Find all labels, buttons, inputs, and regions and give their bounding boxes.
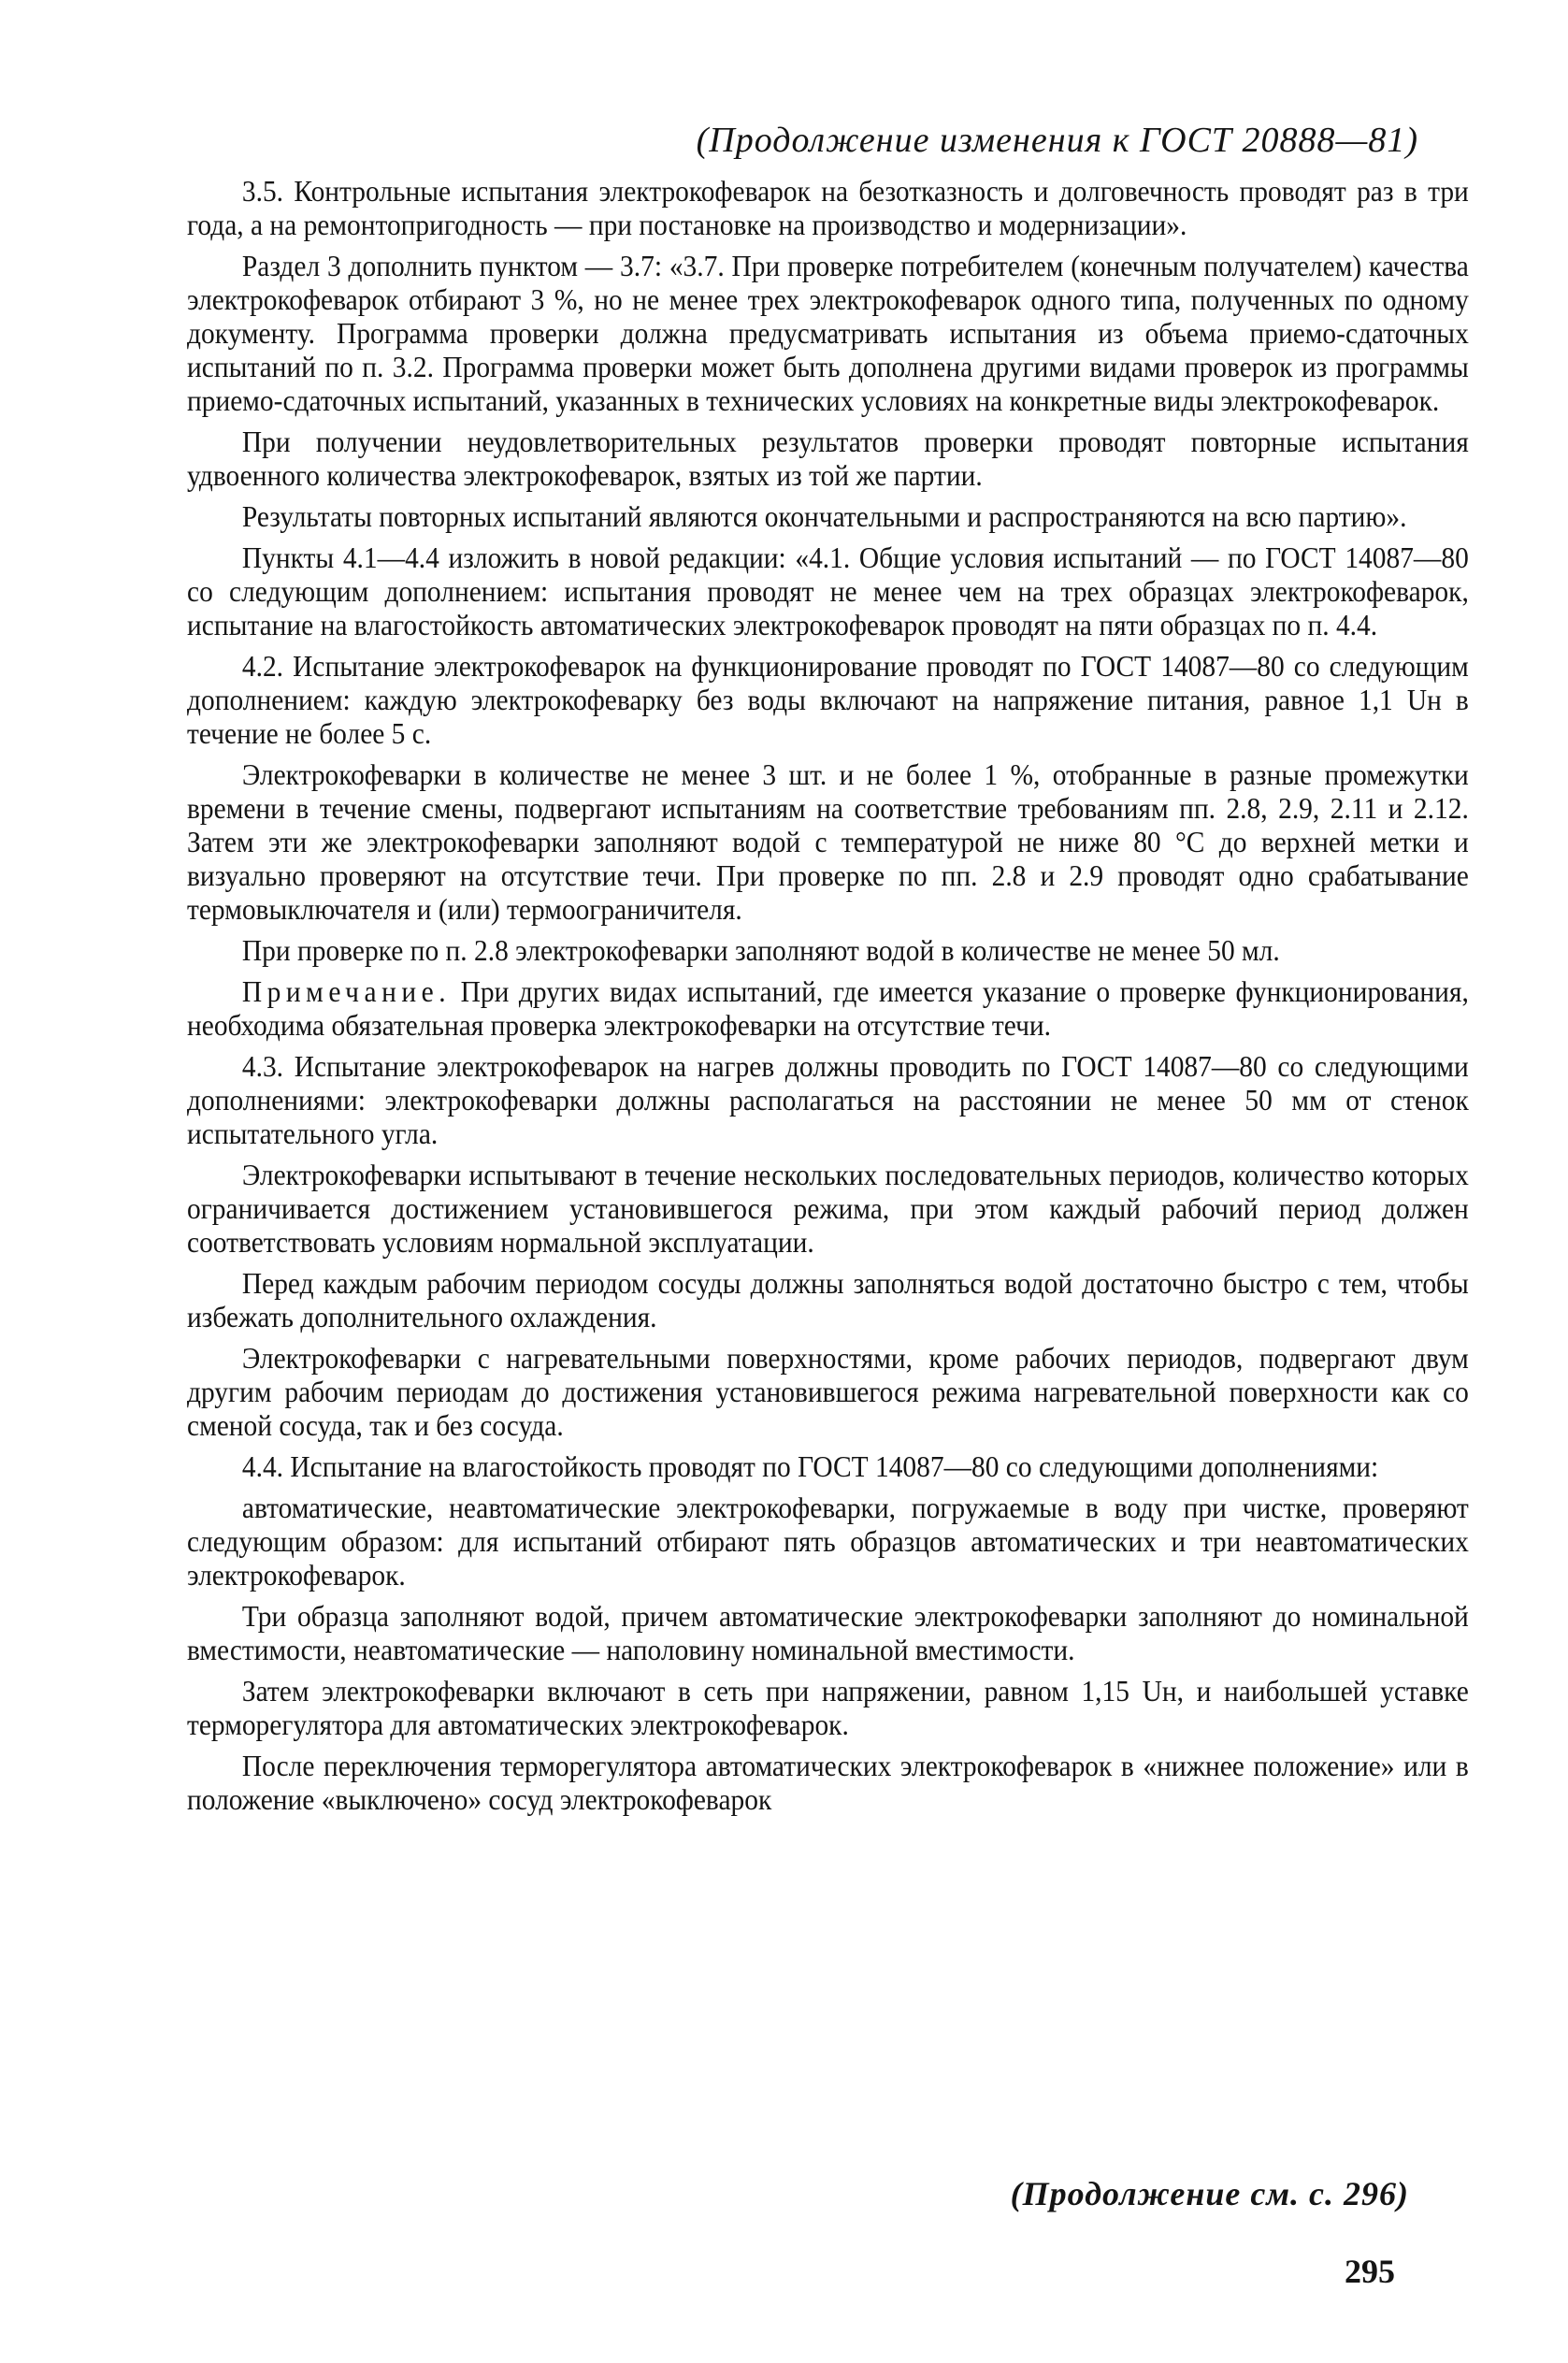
paragraph-4-3-filling: Перед каждым рабочим периодом сосуды должны заполняться водой достаточно быстро с тем, чтобы избежать дополнительного охлаждения. (187, 1266, 1469, 1333)
paragraph-repeat-results: Результаты повторных испытаний являются окончательными и распространяются на всю партию». (241, 499, 1407, 533)
continuation-footer: (Продолжение см. с. 296) (1010, 2175, 1409, 2212)
body-text (187, 174, 1469, 1823)
paragraph-4-3-periods: Электрокофеварки испытывают в течение нескольких последовательных периодов, количество которых ограничивается достижением установившегося режима, при этом каждый рабочий период должен соответствовать условиям нормальной эксплуатации. (187, 1158, 1469, 1259)
paragraph-4-2: 4.2. Испытание электрокофеварок на функционирование проводят по ГОСТ 14087—80 со следующим дополнением: каждую электрокофеварку без воды включают на напряжение питания, равное 1,1 Uн в течение не более 5 с. (187, 649, 1469, 750)
paragraph-3-5: 3.5. Контрольные испытания электрокофеварок на безотказность и долговечность проводят раз в три года, а на ремонтопригодность — при постановке на производство и модернизации». (187, 174, 1469, 241)
paragraph-4-1: Пункты 4.1—4.4 изложить в новой редакции: «4.1. Общие условия испытаний — по ГОСТ 14087—80 со следующим дополнением: испытания проводят не менее чем на трех образцах электрокофеварок, испытание на влагостойкость автоматических электрокофеварок проводят на пяти образцах по п. 4.4. (187, 540, 1469, 641)
paragraph-4-3: 4.3. Испытание электрокофеварок на нагрев должны проводить по ГОСТ 14087—80 со следующими дополнениями: электрокофеварки должны располагаться на расстоянии не менее 50 мм от стенок испытательного угла. (187, 1049, 1469, 1150)
paragraph-4-4-samples: автоматические, неавтоматические электрокофеварки, погружаемые в воду при чистке, проверяют следующим образом: для испытаний отбирают пять образцов автоматических и три неавтоматических электрокофеварок. (187, 1491, 1469, 1592)
paragraph-4-4-switch: После переключения терморегулятора автоматических электрокофеварок в «нижнее положение» или в положение «выключено» сосуд электрокофеварок (187, 1749, 1469, 1816)
paragraph-4-3-surfaces: Электрокофеварки с нагревательными поверхностями, кроме рабочих периодов, подвергают двум другим рабочим периодам до достижения установившегося режима нагревательной поверхности как со сменой сосуда, так и без сосуда. (187, 1341, 1469, 1442)
page-number: 295 (1345, 2253, 1395, 2290)
note-label: Примечание. (241, 974, 452, 1008)
paragraph-section-3-addition: Раздел 3 дополнить пунктом — 3.7: «3.7. При проверке потребителем (конечным получателем) качества электрокофеварок отбирают 3 %, но не менее трех электрокофеварок одного типа, полученных по одному документу. Программа проверки должна предусматривать испытания из объема приемо-сдаточных испытаний по п. 3.2. Программа проверки может быть дополнена другими видами проверок из программы приемо-сдаточных испытаний, указанных в технических условиях на конкретные виды электрокофеварок. (187, 249, 1469, 417)
paragraph-repeat-tests: При получении неудовлетворительных результатов проверки проводят повторные испытания удвоенного количества электрокофеварок, взятых из той же партии. (187, 425, 1469, 492)
note-text: При других видах испытаний, где имеется указание о проверке функционирования, необходима обязательная проверка электрокофеварки на отсутствие течи. (187, 974, 1469, 1042)
paragraph-4-2-water: При проверке по п. 2.8 электрокофеварки заполняют водой в количестве не менее 50 мл. (241, 933, 1280, 967)
note-paragraph (187, 974, 1469, 1042)
paragraph-4-4: 4.4. Испытание на влагостойкость проводят по ГОСТ 14087—80 со следующими дополнениями: (241, 1449, 1379, 1483)
paragraph-4-4-filling: Три образца заполняют водой, причем автоматические электрокофеварки заполняют до номинальной вместимости, неавтоматические — наполовину номинальной вместимости. (187, 1599, 1469, 1666)
continuation-header: (Продолжение изменения к ГОСТ 20888—81) (696, 121, 1418, 160)
paragraph-4-2-samples: Электрокофеварки в количестве не менее 3 шт. и не более 1 %, отобранные в разные промежутки времени в течение смены, подвергают испытаниям на соответствие требованиям пп. 2.8, 2.9, 2.11 и 2.12. Затем эти же электрокофеварки заполняют водой с температурой не ниже 80 °С до верхней метки и визуально проверяют на отсутствие течи. При проверке по пп. 2.8 и 2.9 проводят одно срабатывание термовыключателя и (или) термоограничителя. (187, 757, 1469, 926)
paragraph-4-4-voltage: Затем электрокофеварки включают в сеть при напряжении, равном 1,15 Uн, и наибольшей уставке терморегулятора для автоматических электрокофеварок. (187, 1674, 1469, 1741)
